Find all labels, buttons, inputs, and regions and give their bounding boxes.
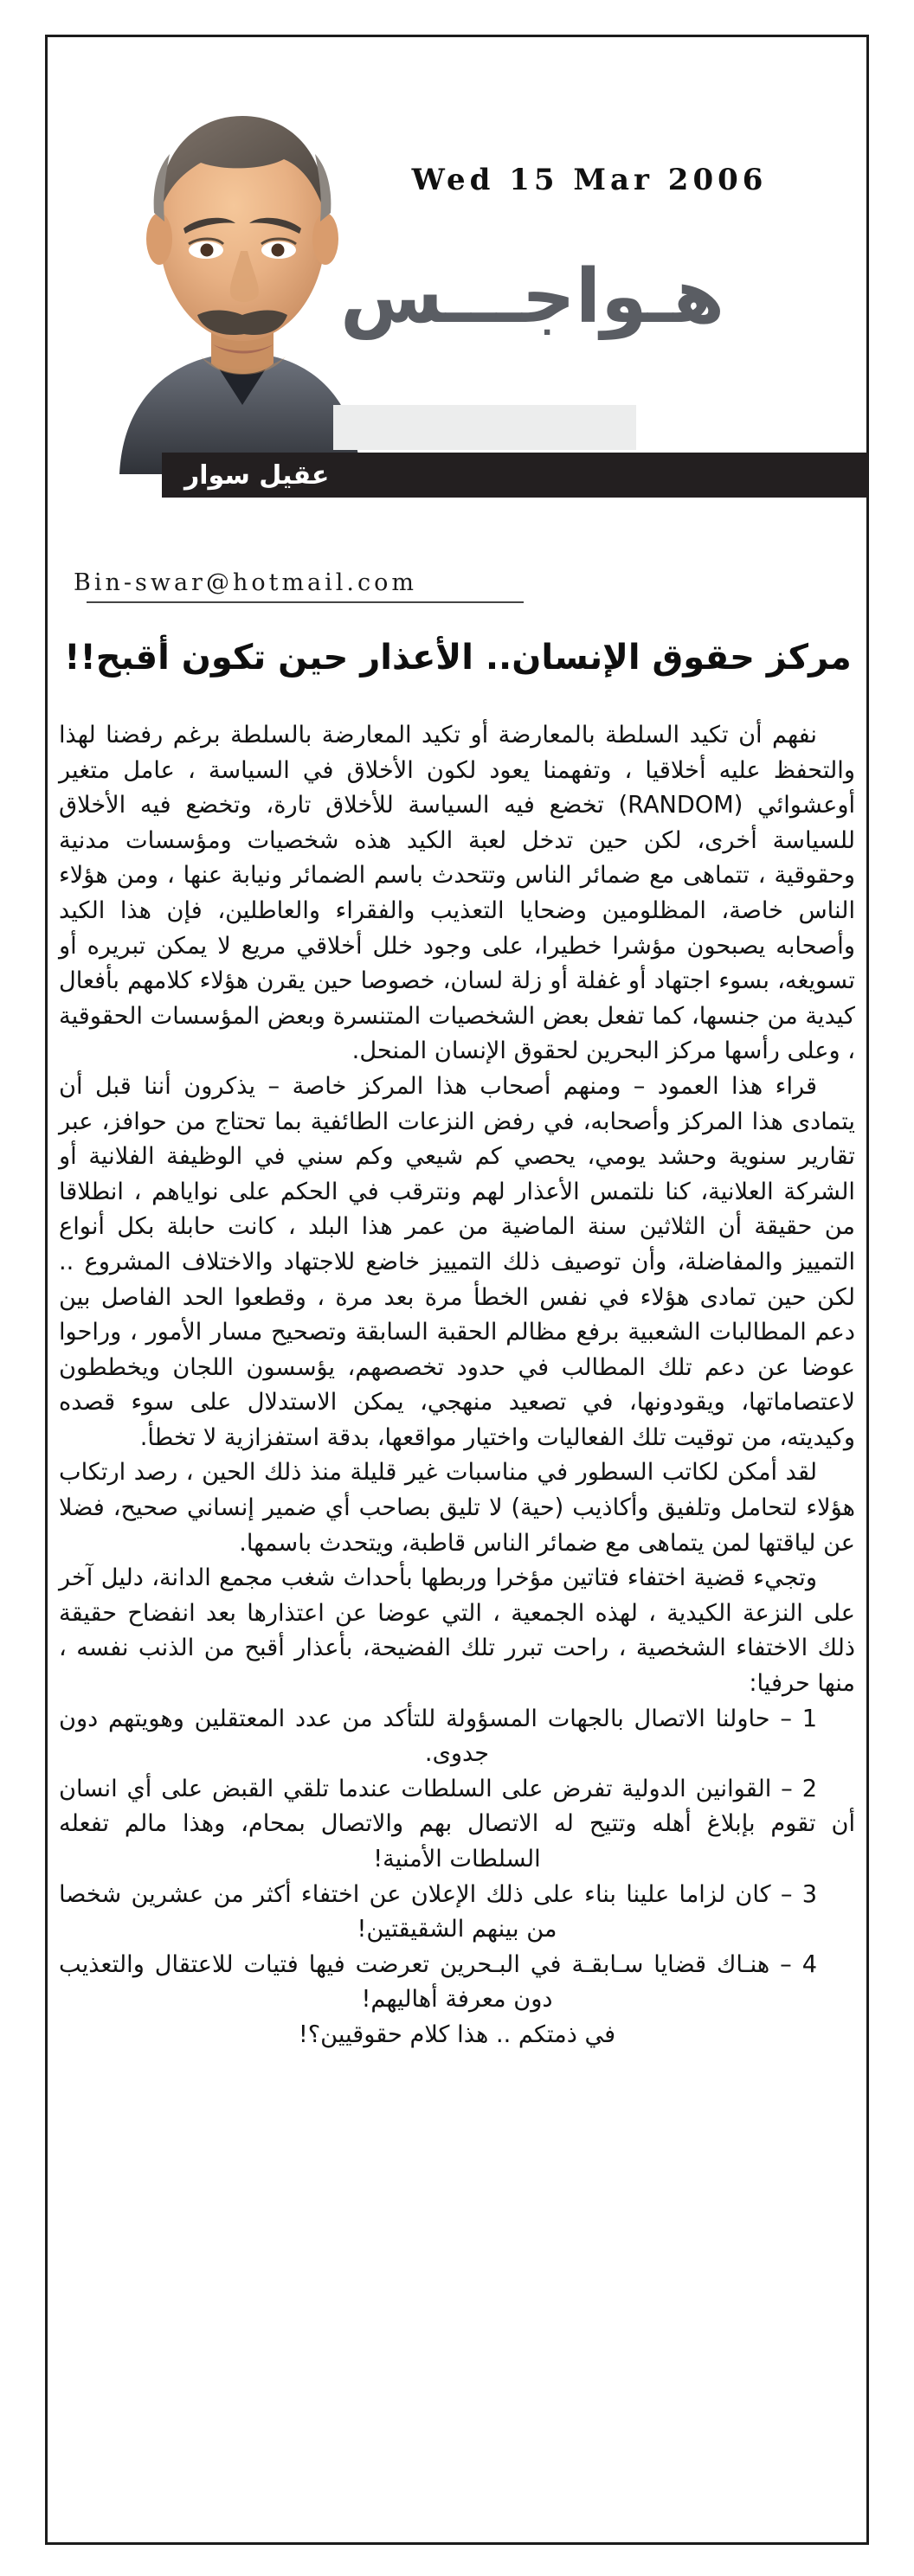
article-closing-line: في ذمتكم .. هذا كلام حقوقيين؟!: [298, 2020, 616, 2048]
article-body: [59, 718, 855, 2053]
author-email[interactable]: Bin-swar@hotmail.com: [74, 569, 417, 596]
column-logo-wrap: [306, 254, 859, 340]
article-list-item: 1 – حاولنا الاتصال بالجهات المسؤولة للتأكد من عدد المعتقلين وهويتهم دون جدوى.: [59, 1705, 817, 1768]
masthead: [48, 37, 866, 522]
author-email-row: [74, 569, 524, 603]
article-list-item: 3 – كان لزاما علينا بناء على ذلك الإعلان عن اختفاء أكثر من عشرين شخصا من بينهم الشقيقتين!: [59, 1880, 817, 1943]
email-underline-rule: [87, 601, 524, 603]
column-logo: هـواجـــس: [340, 254, 725, 340]
author-name: عقيل سوار: [184, 460, 330, 491]
logo-underbar-decoration: [333, 405, 636, 450]
article-paragraph: نفهم أن تكيد السلطة بالمعارضة أو تكيد المعارضة بالسلطة برغم رفضنا لهذا والتحفظ عليه أخلاقيا ، وتفهمنا يعود لكون الأخلاق في السياسة ، عامل متغير أوعشوائي (RANDOM) تخضع فيه السياسة للأخلاق تارة، وتخضع فيه الأخلاق للسياسة أخرى، لكن حين تدخل لعبة الكيد هذه شخصيات ومؤسسات مدنية وحقوقية ، تتماهى مع ضمائر الناس وتتحدث باسم الضمائر ونيابة عنها ، ومن هؤلاء الناس خاصة، المظلومين وضحايا التعذيب والفقراء والعاطلين، فإن هذا الكيد وأصحابه يصبحون مؤشرا خطيرا، على وجود خلل أخلاقي مريع لا يمكن تبريره أو تسويغه، بسوء اجتهاد أو غفلة أو زلة لسان، خصوصا حين يقرن هؤلاء كلامهم بأفعال كيدية من جنسها، كما تفعل بعض الشخصيات المتنسرة وبعض المؤسسات الحقوقية ، وعلى رأسها مركز البحرين لحقوق الإنسان المنحل.: [59, 722, 856, 1065]
article-paragraph: قراء هذا العمود – ومنهم أصحاب هذا المركز خاصة – يذكرون أننا قبل أن يتمادى هذا المركز وأصحابه، في رفض النزعات الطائفية بما تحتاج من حوافز، عبر تقارير سنوية وحشد يومي، يحصي كم شيعي وكم سني في الوظيفة الفلانية أو الشركة العلانية، كنا نلتمس الأعذار لهم ونترقب في الحكم على نواياهم ، انطلاقا من حقيقة أن الثلاثين سنة الماضية من عمر هذا البلد ، كانت حابلة بكل أنواع التمييز والمفاضلة، وأن توصيف ذلك التمييز خاضع للاجتهاد والاختلاف المشروع .. لكن حين تمادى هؤلاء في نفس الخطأ مرة بعد مرة ، وقطعوا الحد الفاصل بين دعم المطالبات الشعبية برفع مظالم الحقبة السابقة وتصحيح مسار الأمور ، وراحوا عوضا عن دعم تلك المطالب في حدود تخصصهم، يؤسسون اللجان ويخططون لاعتصاماتها، ويقودونها، في تصعيد منهجي، يمكن الاستدلال على سوء قصده وكيديته، من توقيت تلك الفعاليات واختيار مواقعها، بدقة استفزازية لا تخطأ.: [59, 1072, 855, 1451]
article-paragraph: وتجيء قضية اختفاء فتاتين مؤخرا وربطها بأحداث شغب مجمع الدانة، دليل آخر على النزعة الكيدية ، لهذه الجمعية ، التي عوضا عن اعتذارها بعد انفضاح حقيقة ذلك الاختفاء الشخصية ، راحت تبرر تلك الفضيحة، بأعذار أقبح من الذنب نفسه ، منها حرفيا:: [59, 1564, 855, 1698]
dateline: Wed 15 Mar 2006: [411, 163, 768, 197]
article-list-item: 4 – هنـاك قضايا سـابقـة في البـحرين تعرضت فيها فتيات للاعتقال والتعذيب دون معرفة أهاليهم!: [59, 1950, 817, 2014]
article-list-item: 2 – القوانين الدولية تفرض على السلطات عندما تلقي القبض على أي انسان أن تقوم بإبلاغ أهله وتتيح له الاتصال بهم والاتصال بمحام، وهذا مالم تفعله السلطات الأمنية!: [59, 1775, 855, 1873]
article-headline: مركز حقوق الإنسان.. الأعذار حين تكون أقبح!!: [64, 638, 852, 678]
article-paragraph: لقد أمكن لكاتب السطور في مناسبات غير قليلة منذ ذلك الحين ، رصد ارتكاب هؤلاء لتحامل وتلفيق وأكاذيب (حية) لا تليق بصاحب أي ضمير إنساني صحيح، فضلا عن لياقتها لمن يتماهى مع ضمائر الناس قاطبة، ويتحدث باسمها.: [59, 1459, 855, 1557]
article-frame-bottom-rule: [45, 2542, 869, 2545]
